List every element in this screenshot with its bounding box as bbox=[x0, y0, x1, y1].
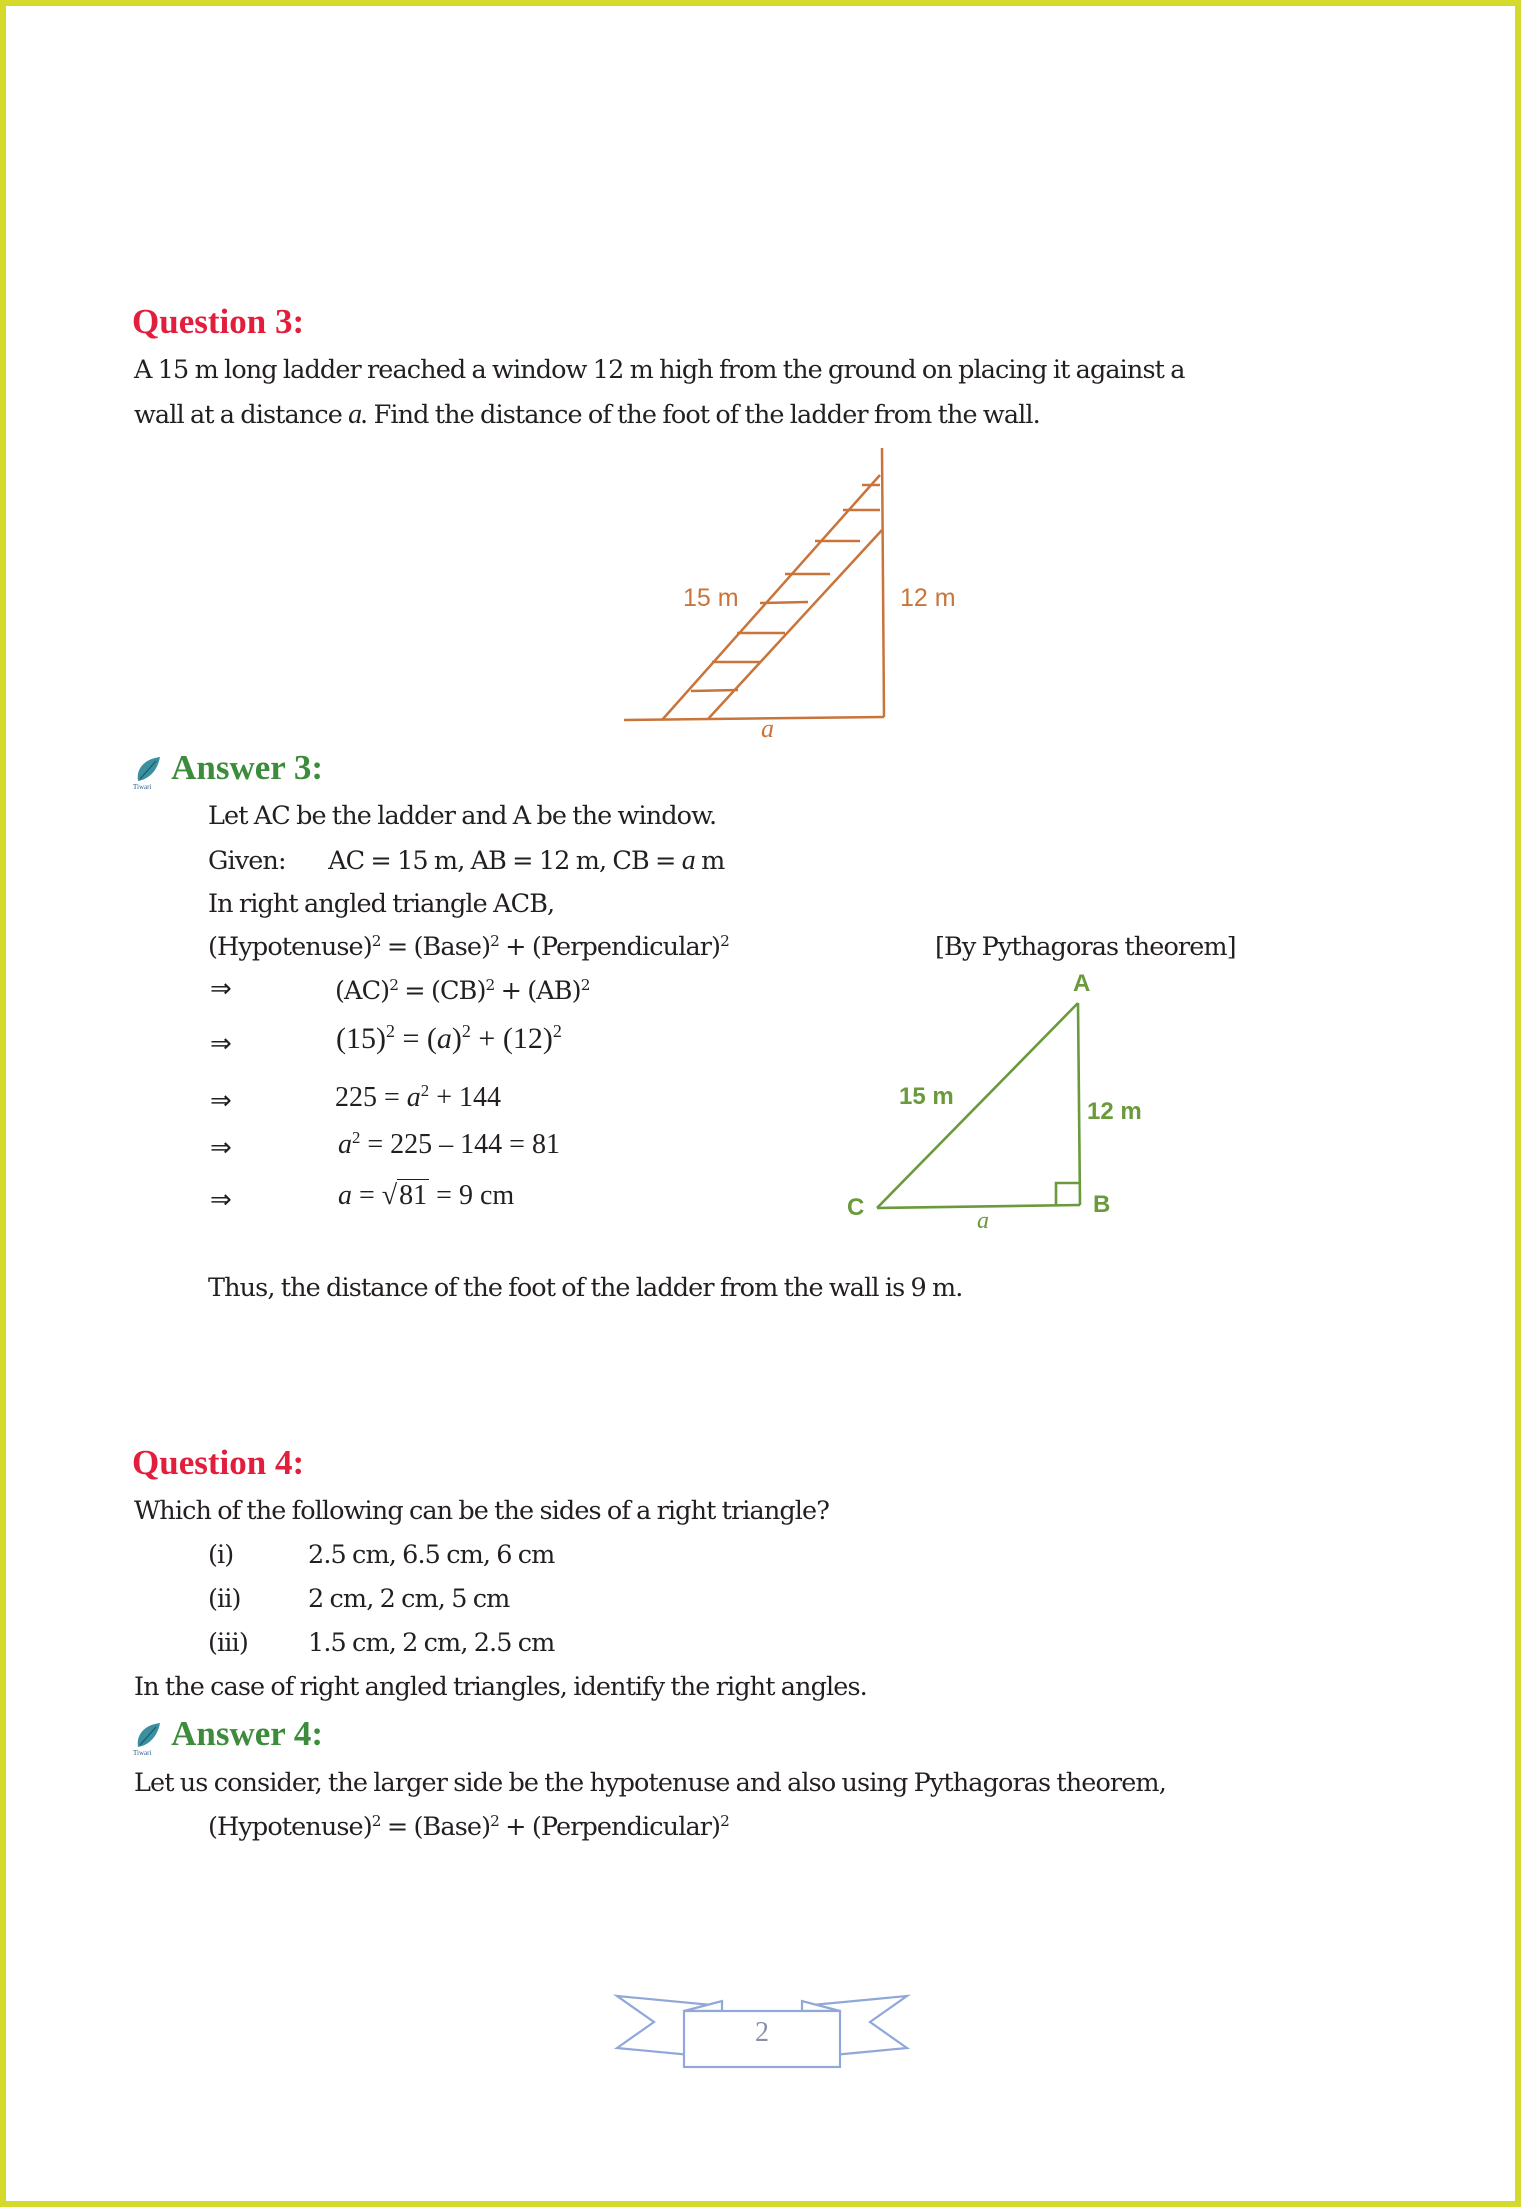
hypotenuse-label: 15 m bbox=[899, 1083, 954, 1110]
tiwari-leaf-logo-icon bbox=[132, 1721, 166, 1761]
variable-a: a bbox=[681, 845, 695, 876]
ground-distance-label: a bbox=[761, 714, 774, 743]
question-3-text-post: Find the distance of the foot of the ladder from the wall. bbox=[373, 400, 1040, 430]
question-3-text-line2 bbox=[134, 399, 1040, 431]
step-2-twelve: + (12) bbox=[470, 1022, 553, 1055]
variable-a: a. bbox=[348, 399, 368, 430]
variable-a: a bbox=[436, 1022, 452, 1055]
ladder-diagram-icon bbox=[610, 440, 910, 740]
implies-arrow-icon: ⇒ bbox=[210, 1185, 232, 1215]
answer-4-heading: Answer 4: bbox=[171, 1714, 324, 1753]
step-2 bbox=[336, 1022, 562, 1056]
exponent: 2 bbox=[552, 1021, 562, 1042]
question-3-text-pre: wall at a distance bbox=[134, 400, 342, 430]
question-4-followup: In the case of right angled triangles, identify the right angles. bbox=[134, 1672, 867, 1702]
formula-hypotenuse: (Hypotenuse) bbox=[208, 1812, 372, 1842]
pythagoras-formula bbox=[208, 932, 729, 962]
square-root-icon: √ bbox=[381, 1180, 398, 1211]
answer-3-heading: Answer 3: bbox=[171, 748, 324, 787]
formula-perpendicular: + (Perpendicular) bbox=[498, 1812, 721, 1842]
exponent: 2 bbox=[490, 931, 499, 950]
exponent: 2 bbox=[580, 975, 590, 994]
ladder-figure bbox=[610, 440, 910, 740]
step-2-close: ) bbox=[451, 1022, 462, 1055]
option-1-value: 2.5 cm, 6.5 cm, 6 cm bbox=[308, 1540, 555, 1570]
step-1-cb: = (CB) bbox=[398, 976, 486, 1006]
step-2-fifteen: (15) bbox=[336, 1022, 386, 1055]
exponent: 2 bbox=[461, 1021, 471, 1042]
exponent: 2 bbox=[720, 931, 729, 950]
answer-4-text: Let us consider, the larger side be the hypotenuse and also using Pythagoras theorem, bbox=[134, 1768, 1166, 1798]
exponent: 2 bbox=[389, 975, 399, 994]
option-3-value: 1.5 cm, 2 cm, 2.5 cm bbox=[308, 1628, 555, 1658]
tiwari-leaf-logo-icon bbox=[132, 755, 166, 795]
vertex-a-label: A bbox=[1073, 970, 1091, 997]
vertex-b-label: B bbox=[1093, 1191, 1111, 1218]
answer-4-formula bbox=[208, 1812, 729, 1842]
implies-arrow-icon: ⇒ bbox=[210, 1029, 232, 1059]
question-4-text: Which of the following can be the sides of a right triangle? bbox=[134, 1496, 830, 1526]
exponent: 2 bbox=[490, 1811, 499, 1830]
step-1-ab: + (AB) bbox=[494, 976, 581, 1006]
answer-3-header bbox=[132, 748, 323, 795]
page-number-ribbon bbox=[612, 1985, 912, 2075]
exponent: 2 bbox=[485, 975, 495, 994]
question-3-text-line1: A 15 m long ladder reached a window 12 m high from the ground on placing it against a bbox=[134, 355, 1185, 385]
exponent: 2 bbox=[352, 1127, 361, 1147]
option-1-number: (i) bbox=[208, 1540, 234, 1570]
wall-height-label: 12 m bbox=[900, 584, 956, 612]
answer-3-conclusion: Thus, the distance of the foot of the ladder from the wall is 9 m. bbox=[208, 1273, 963, 1303]
step-3-rhs: + 144 bbox=[429, 1082, 501, 1113]
given-unit: m bbox=[701, 846, 725, 876]
answer-3-line-1: Let AC be the ladder and A be the window. bbox=[208, 801, 717, 831]
implies-arrow-icon: ⇒ bbox=[210, 1133, 232, 1163]
exponent: 2 bbox=[385, 1021, 395, 1042]
option-3-number: (iii) bbox=[208, 1628, 248, 1658]
step-3-lhs: 225 = bbox=[335, 1082, 407, 1113]
option-2-number: (ii) bbox=[208, 1584, 241, 1614]
step-3 bbox=[335, 1082, 501, 1114]
step-5-result: = 9 cm bbox=[429, 1180, 515, 1211]
exponent: 2 bbox=[371, 931, 381, 950]
vertex-c-label: C bbox=[847, 1194, 865, 1221]
step-5 bbox=[338, 1180, 514, 1212]
radicand: 81 bbox=[399, 1180, 428, 1211]
exponent: 2 bbox=[371, 1811, 381, 1830]
exponent: 2 bbox=[420, 1080, 430, 1100]
formula-base: = (Base) bbox=[380, 1812, 491, 1842]
step-1 bbox=[335, 976, 590, 1006]
answer-4-header bbox=[132, 1714, 323, 1761]
base-label: a bbox=[977, 1208, 989, 1234]
formula-base: = (Base) bbox=[380, 932, 491, 962]
given-values: AC = 15 m, AB = 12 m, CB = bbox=[328, 846, 676, 876]
step-4 bbox=[338, 1129, 560, 1161]
variable-a: a bbox=[338, 1180, 352, 1211]
formula-perpendicular: + (Perpendicular) bbox=[498, 932, 721, 962]
question-4-heading: Question 4: bbox=[132, 1443, 305, 1482]
answer-3-line-3: In right angled triangle ACB, bbox=[208, 889, 555, 919]
question-3-heading: Question 3: bbox=[132, 302, 305, 341]
pythagoras-note: [By Pythagoras theorem] bbox=[935, 932, 1236, 962]
implies-arrow-icon: ⇒ bbox=[210, 974, 232, 1004]
option-2-value: 2 cm, 2 cm, 5 cm bbox=[308, 1584, 510, 1614]
implies-arrow-icon: ⇒ bbox=[210, 1086, 232, 1116]
step-2-eq: = ( bbox=[394, 1022, 437, 1055]
step-5-eq: = bbox=[352, 1180, 382, 1211]
answer-3-given bbox=[208, 845, 724, 877]
ladder-length-label: 15 m bbox=[683, 584, 739, 612]
step-1-ac: (AC) bbox=[335, 976, 390, 1006]
exponent: 2 bbox=[720, 1811, 729, 1830]
formula-hypotenuse: (Hypotenuse) bbox=[208, 932, 372, 962]
given-label: Given: bbox=[208, 846, 286, 876]
step-4-rhs: = 225 – 144 = 81 bbox=[360, 1129, 560, 1160]
variable-a: a bbox=[338, 1129, 352, 1160]
variable-a: a bbox=[406, 1082, 421, 1113]
svg-text:Tiwari: Tiwari bbox=[133, 1748, 152, 1757]
perpendicular-label: 12 m bbox=[1087, 1098, 1142, 1125]
svg-text:Tiwari: Tiwari bbox=[133, 782, 152, 791]
page-number: 2 bbox=[755, 2017, 769, 2048]
